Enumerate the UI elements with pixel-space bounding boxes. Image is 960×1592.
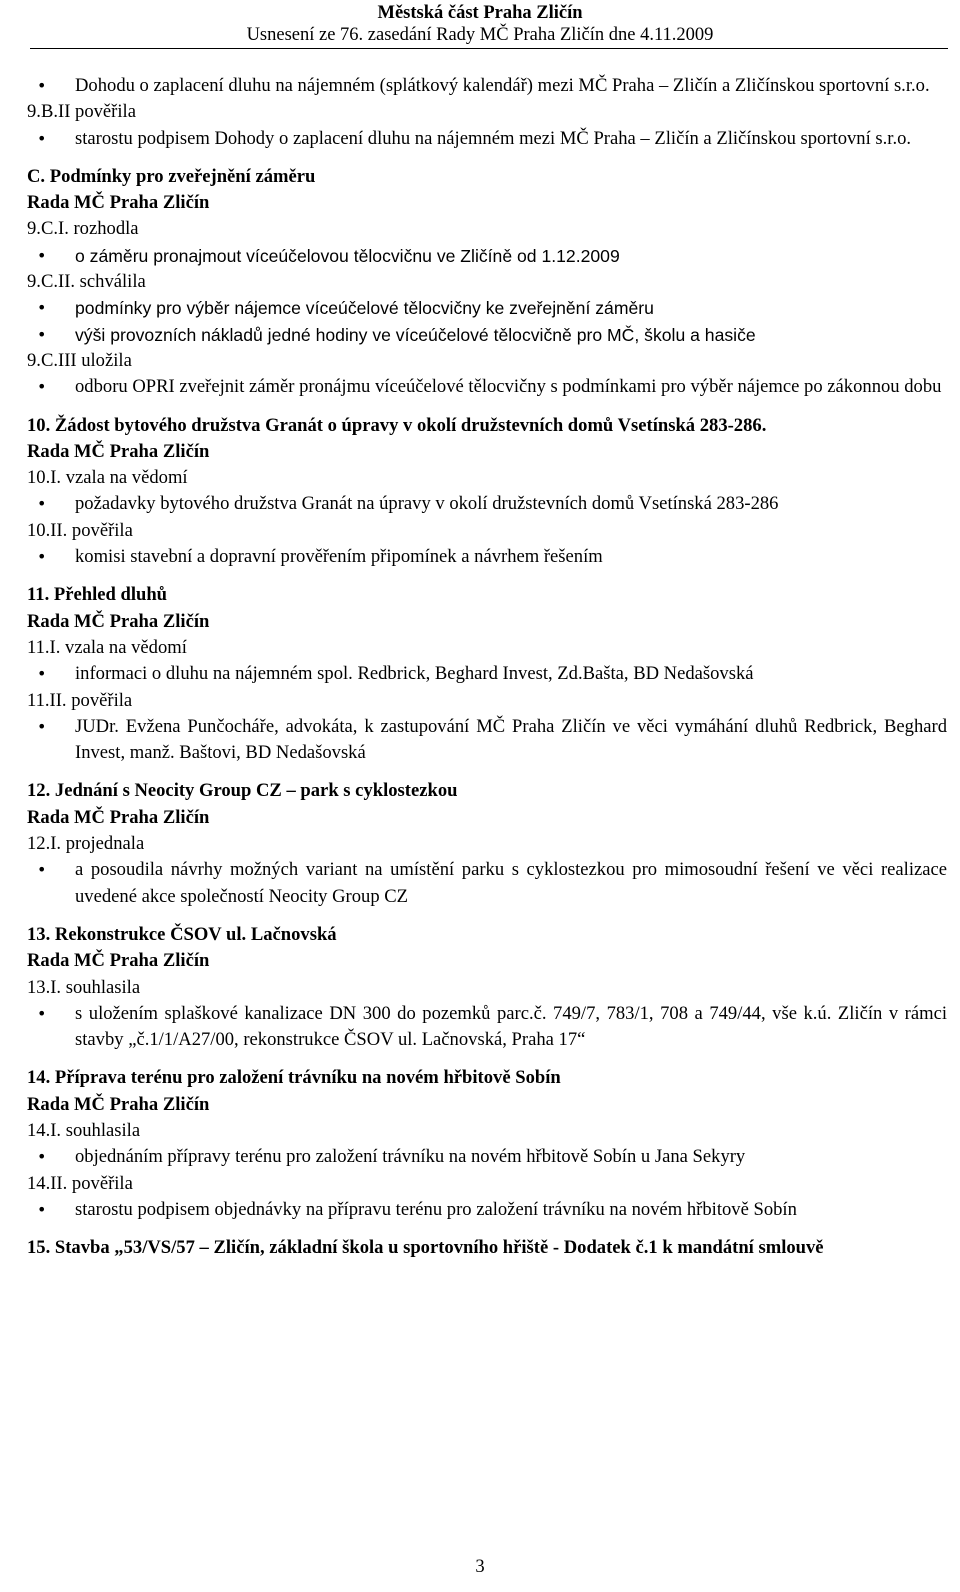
section-heading: 10. Žádost bytového družstva Granát o úpravy v okolí družstevních domů Vsetínská 283-286.	[27, 414, 767, 436]
resolution-label: 14.II. pověřila	[27, 1172, 133, 1194]
resolution-label: 9.C.I. rozhodla	[27, 218, 139, 240]
resolution-item: • požadavky bytového družstva Granát na úpravy v okolí družstevních domů Vsetínská 283-286	[27, 491, 947, 517]
resolution-label: 9.C.II. schválila	[27, 271, 146, 293]
resolution-label: 10.I. vzala na vědomí	[27, 467, 188, 489]
resolution-item: • starostu podpisem objednávky na přípravu terénu pro založení trávníku na novém hřbitově Sobín	[27, 1197, 947, 1223]
section-heading: 13. Rekonstrukce ČSOV ul. Lačnovská	[27, 923, 337, 945]
resolution-item: • podmínky pro výběr nájemce víceúčelové tělocvičny ke zveřejnění záměru	[27, 295, 947, 321]
resolution-item: • a posoudila návrhy možných variant na umístění parku s cyklostezkou pro mimosoudní řešení ve věci realizace uvedené akce společností Neocity Group CZ	[27, 857, 947, 910]
resolution-label: 13.I. souhlasila	[27, 976, 141, 998]
council-label: Rada MČ Praha Zličín	[27, 950, 210, 972]
council-label: Rada MČ Praha Zličín	[27, 1093, 210, 1115]
council-label: Rada MČ Praha Zličín	[27, 806, 210, 828]
resolution-label: 11.I. vzala na vědomí	[27, 636, 187, 658]
section-heading: 14. Příprava terénu pro založení trávníku na novém hřbitově Sobín	[27, 1067, 561, 1089]
document-header	[0, 2, 960, 46]
resolution-item: • objednáním přípravy terénu pro založení trávníku na novém hřbitově Sobín u Jana Sekyry	[27, 1144, 947, 1170]
council-label: Rada MČ Praha Zličín	[27, 192, 210, 214]
resolution-item: • s uložením splaškové kanalizace DN 300 do pozemků parc.č. 749/7, 783/1, 708 a 749/44, vše k.ú. Zličín v rámci stavby „č.1/1/A27/00, rekonstrukce ČSOV ul. Lačnovská, Praha 17“	[27, 1001, 947, 1054]
council-label: Rada MČ Praha Zličín	[27, 440, 210, 462]
resolution-label: 9.B.II pověřila	[27, 101, 136, 123]
header-divider	[30, 48, 948, 49]
document-body	[27, 73, 947, 1261]
resolution-item: • o záměru pronajmout víceúčelovou tělocvičnu ve Zličíně od 1.12.2009	[27, 243, 947, 269]
resolution-item: • starostu podpisem Dohody o zaplacení dluhu na nájemném mezi MČ Praha – Zličín a Zličínskou sportovní s.r.o.	[27, 126, 947, 152]
resolution-item: • Dohodu o zaplacení dluhu na nájemném (splátkový kalendář) mezi MČ Praha – Zličín a Zličínskou sportovní s.r.o.	[27, 73, 947, 99]
resolution-label: 11.II. pověřila	[27, 689, 133, 711]
header-subtitle: Usnesení ze 76. zasedání Rady MČ Praha Zličín dne 4.11.2009	[246, 25, 714, 45]
section-heading: 15. Stavba „53/VS/57 – Zličín, základní škola u sportovního hřiště - Dodatek č.1 k mandátní smlouvě	[27, 1237, 824, 1259]
section-heading: 12. Jednání s Neocity Group CZ – park s cyklostezkou	[27, 780, 458, 802]
header-title: Městská část Praha Zličín	[377, 3, 583, 23]
section-heading: C. Podmínky pro zveřejnění záměru	[27, 165, 316, 187]
section-heading: 11. Přehled dluhů	[27, 584, 168, 606]
resolution-item: • komisi stavební a dopravní prověřením připomínek a návrhem řešením	[27, 544, 947, 570]
resolution-label: 12.I. projednala	[27, 833, 145, 855]
resolution-label: 14.I. souhlasila	[27, 1119, 141, 1141]
resolution-item: • odboru OPRI zveřejnit záměr pronájmu víceúčelové tělocvičny s podmínkami pro výběr nájemce po zákonnou dobu	[27, 374, 947, 400]
page-number: 3	[475, 1556, 485, 1577]
resolution-item: • JUDr. Evžena Punčocháře, advokáta, k zastupování MČ Praha Zličín ve věci vymáhání dluhů Redbrick, Beghard Invest, manž. Baštovi, BD Nedašovská	[27, 714, 947, 767]
council-label: Rada MČ Praha Zličín	[27, 610, 210, 632]
resolution-item: • informaci o dluhu na nájemném spol. Redbrick, Beghard Invest, Zd.Bašta, BD Nedašovská	[27, 661, 947, 687]
resolution-label: 9.C.III uložila	[27, 349, 132, 371]
resolution-label: 10.II. pověřila	[27, 519, 133, 541]
resolution-item: • výši provozních nákladů jedné hodiny ve víceúčelové tělocvičně pro MČ, školu a hasiče	[27, 322, 947, 348]
